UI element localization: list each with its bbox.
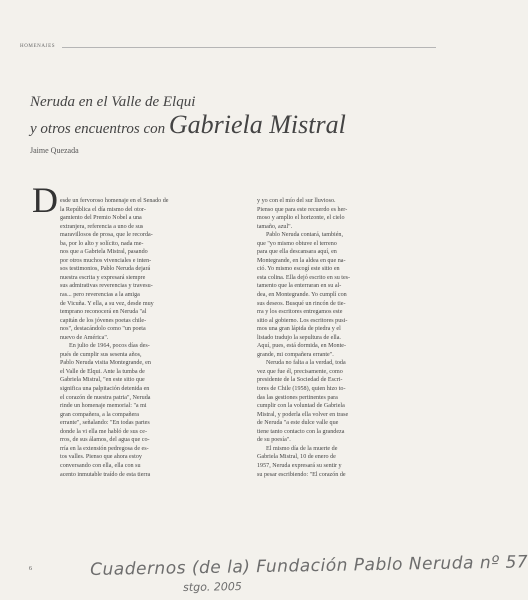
text-line: la República el día mismo del otor- — [60, 206, 146, 213]
text-line: sus deseos. Busqué un rincón de tie- — [257, 300, 346, 307]
text-line: vez que fue él, precisamente, como — [257, 368, 343, 375]
text-line: Gabriela Mistral, 10 de enero de — [257, 454, 336, 461]
text-line: gamiento del Premio Nobel a una — [60, 215, 142, 222]
text-line: presidente de la Sociedad de Escri- — [257, 377, 343, 384]
text-line: significa una palpitación detenida en — [60, 386, 150, 393]
text-line: por otros muchos vivenciales e inten- — [60, 257, 152, 264]
text-line: Aquí, pues, está dormida, en Monte- — [257, 343, 347, 350]
article-title-line-1: Neruda en el Valle de Elqui — [30, 94, 196, 110]
text-line: que "yo mismo obtuve el terreno — [257, 240, 337, 247]
text-line: rros, de sus álamos, del agua que co- — [60, 437, 150, 444]
page-number: 6 — [29, 566, 32, 572]
article-title-line-2 — [30, 110, 346, 140]
text-line: el corazón de nuestra patria", Neruda — [60, 394, 151, 401]
text-line: pués de cumplir sus sesenta años, — [60, 351, 142, 358]
text-line: el Valle de Elqui. Ante la tumba de — [60, 368, 145, 375]
text-line: Montegrande, en la aldea en que na- — [257, 257, 346, 264]
text-line: sos testimonios, Pablo Neruda dejará — [60, 266, 151, 273]
text-line: dea, en Montegrande. Yo cumplí con — [257, 292, 347, 299]
text-line: 1957, Neruda expresará su sentir y — [257, 462, 342, 469]
text-line: moso y amplio el horizonte, el cielo — [257, 215, 345, 222]
section-header: HOMENAJES — [20, 44, 56, 49]
text-line: esta colina. Ella dejó escrito en su tes- — [257, 274, 351, 281]
text-line: tos valles. Pienso que ahora estoy — [60, 454, 142, 461]
text-line: gran compañera, a la compañera — [60, 411, 140, 418]
text-line: sitio al gobierno. Los escritores pusi- — [257, 317, 348, 324]
text-line: nos que a Gabriela Mistral, pasando — [60, 249, 148, 256]
text-line: rra y los escritores entregamos este — [257, 309, 343, 316]
text-line: cumplir con la voluntad de Gabriela — [257, 403, 345, 410]
title-prefix: y otros encuentros con — [30, 121, 169, 137]
text-line: de Neruda "a este dulce valle que — [257, 420, 339, 427]
text-line: nuestra escrita y expresará siempre — [60, 274, 146, 281]
text-line: Mistral, y poderla ella volver en trase — [257, 411, 349, 418]
text-line: nos", destacándolo como "un poeta — [60, 326, 146, 333]
text-line: Gabriela Mistral, "en este sitio que — [60, 377, 145, 384]
author-name: Jaime Quezada — [30, 146, 79, 155]
handwritten-note-2: stgo. 2005 — [183, 579, 242, 594]
text-line: de Vicuña. Y ella, a su vez, desde muy — [60, 300, 154, 307]
text-line: tores de Chile (1958), quien hizo to- — [257, 386, 346, 393]
text-line: rría en la extensión pedregosa de es- — [60, 445, 149, 452]
text-line: ba, por lo alto y solícito, nada me- — [60, 240, 144, 247]
text-line: das las gestiones pertinentes para — [257, 394, 338, 401]
text-line: nuevo de América". — [60, 334, 109, 341]
right-column — [257, 197, 407, 479]
text-line: Pablo Neruda visita Montegrande, en — [60, 360, 151, 367]
text-line: para que ella descansara aquí, en — [257, 249, 337, 256]
text-line: donde la vi ella me habló de sus ce- — [60, 428, 147, 435]
text-line: ció. Yo mismo escogí este sitio en — [257, 266, 340, 273]
left-column — [60, 197, 210, 479]
text-line: mos una gran lápida de piedra y el — [257, 326, 341, 333]
text-line: listado tradujo la sepultura de ella. — [257, 334, 341, 341]
text-line: En julio de 1964, pocos días des- — [69, 343, 150, 350]
text-line: grande, mi compañera errante". — [257, 351, 334, 358]
header-rule — [62, 47, 436, 48]
text-line: su pesar escribiendo: "El corazón de — [257, 471, 346, 478]
text-line: capitán de los jóvenes poetas chile- — [60, 317, 147, 324]
drop-cap: D — [32, 180, 58, 220]
text-line: extranjera, referencia a uno de sus — [60, 223, 144, 230]
text-line: Pablo Neruda contará, también, — [266, 232, 343, 239]
text-line: sus admirativas reverencias y travesu- — [60, 283, 153, 290]
text-line: Pienso que para este recuerdo es her- — [257, 206, 348, 213]
handwritten-note: Cuadernos (de la) Fundación Pablo Neruda nº 57 — [90, 552, 528, 580]
title-name: Gabriela Mistral — [168, 110, 346, 139]
text-line: tamento que la enterraran en su al- — [257, 283, 342, 290]
text-line: ras... pero reverencias a la amiga — [60, 292, 140, 299]
text-line: errante", señalando: "En todas partes — [60, 420, 150, 427]
text-line: El mismo día de la muerte de — [266, 445, 338, 452]
text-line: rinde un homenaje memorial: "a mi — [60, 403, 147, 410]
text-line: acento inmutable traído de esta tierra — [60, 471, 151, 478]
text-line: conversando con ella, ella con su — [60, 462, 141, 469]
text-line: tiene tanto contacto con la grandeza — [257, 428, 345, 435]
text-line: de su poesía". — [257, 437, 291, 444]
text-line: esde un fervoroso homenaje en el Senado de — [60, 198, 169, 204]
text-line: tamaño, azul". — [257, 223, 293, 230]
text-line: maravillosos de prosa, que le recorda- — [60, 232, 153, 239]
text-line: Neruda no falta a la verdad, toda — [266, 360, 346, 367]
text-line: temprano reconocerá en Neruda "al — [60, 309, 147, 316]
text-line: y yo con el mío del sur lluvioso. — [257, 198, 336, 204]
